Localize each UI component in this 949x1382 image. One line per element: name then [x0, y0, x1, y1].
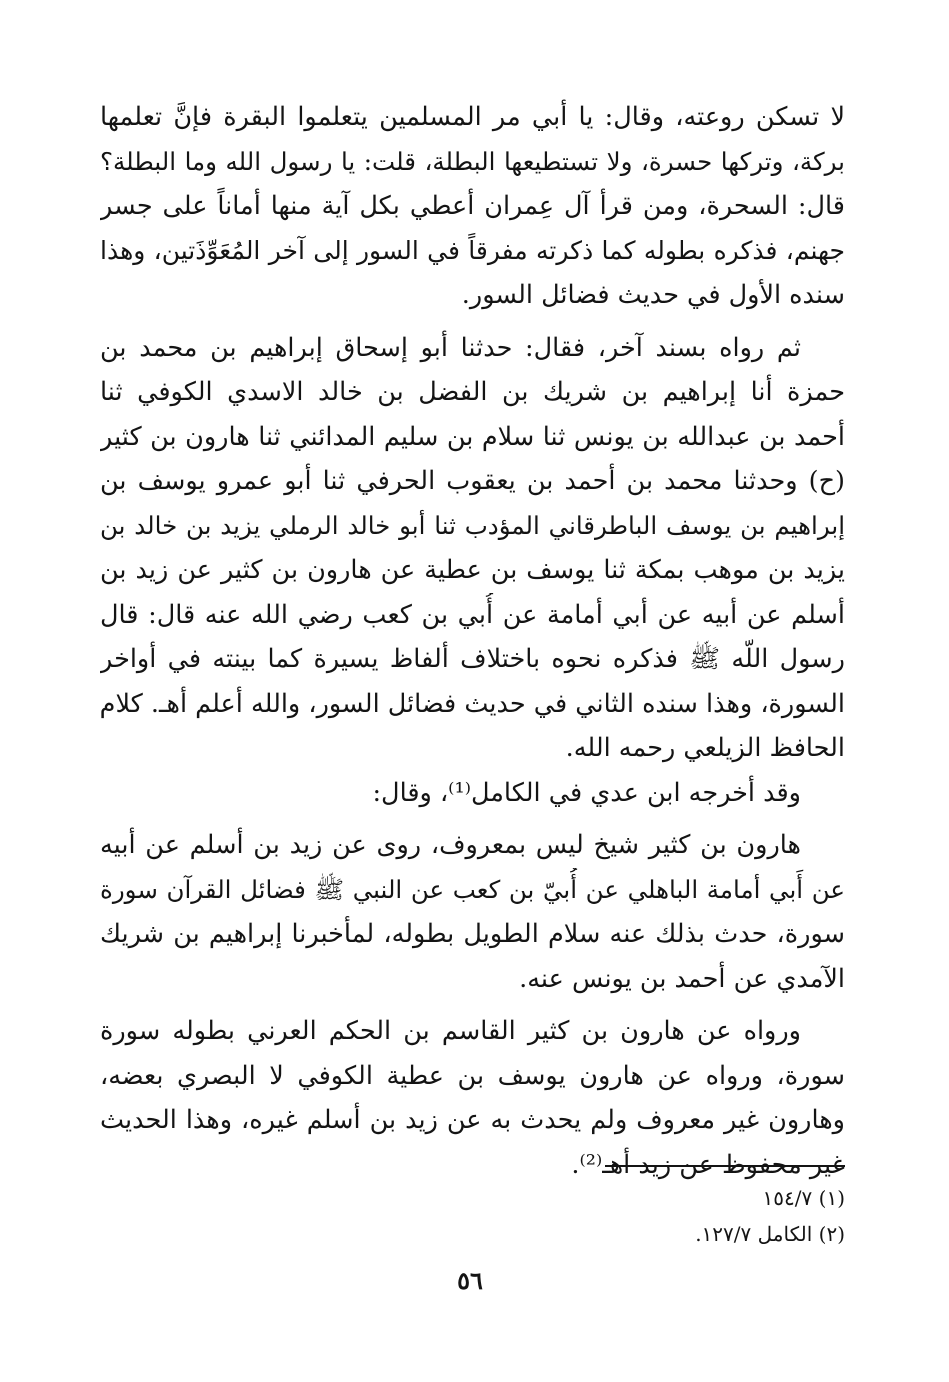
page-number: ٥٦ [457, 1266, 483, 1295]
paragraph-4 [100, 823, 845, 1001]
footnote-1: (١) ١٥٤/٧ [762, 1186, 845, 1210]
text-line: سورة، حدث بذلك عنه سلام الطويل بطوله، لمأخبرنا إبراهيم بن شريك [100, 919, 845, 949]
main-text [100, 95, 845, 1187]
footnote-divider [605, 1165, 845, 1167]
text-line: ورواه عن هارون بن كثير القاسم بن الحكم العرني بطوله سورة [100, 1016, 801, 1046]
text-line: حمزة أنا إبراهيم بن شريك بن الفضل بن خالد الاسدي الكوفي ثنا [100, 377, 845, 407]
text-line: بركة، وتركها حسرة، ولا تستطيعها البطلة، قلت: يا رسول الله وما البطلة؟ [100, 146, 845, 176]
text-line: الآمدي عن أحمد بن يونس عنه. [519, 963, 845, 994]
text-line: جهنم، فذكره بطوله كما ذكرته مفرقاً في السور إلى آخر المُعَوِّذَتين، وهذا [100, 235, 845, 265]
footnotes [500, 1180, 845, 1252]
text-line: أحمد بن عبدالله بن يونس ثنا سلام بن سليم المدائني ثنا هارون بن كثير [100, 421, 845, 452]
text-line: ثم رواه بسند آخر، فقال: حدثنا أبو إسحاق إبراهيم بن محمد بن [100, 332, 801, 363]
text-line: قال: السحرة، ومن قرأ آل عِمران أعطي بكل آية منها أماناً على جسر [100, 191, 845, 221]
text-line: يزيد بن موهب بمكة ثنا يوسف بن عطية عن هارون بن كثير عن زيد بن [100, 555, 845, 585]
text-line: لا تسكن روعته، وقال: يا أبي مر المسلمين يتعلموا البقرة فإنَّ تعلمها [100, 102, 845, 132]
paragraph-2 [100, 326, 845, 771]
text-line: إبراهيم بن يوسف الباطرقاني المؤدب ثنا أبو خالد الرملي يزيد بن خالد بن [100, 510, 845, 540]
text-line: رسول اللّه ﷺ فذكره نحوه باختلاف ألفاظ يسيرة كما بينته في أواخر [100, 644, 845, 674]
text-line: (ح) وحدثنا محمد بن أحمد بن يعقوب الحرفي ثنا أبو عمرو يوسف بن [100, 466, 845, 496]
text-line: سنده الأول في حديث فضائل السور. [461, 280, 845, 310]
text-line: الحافظ الزيلعي رحمه الله. [565, 733, 845, 763]
text-line: وقد أخرجه ابن عدي في الكامل⁽¹⁾، وقال: [372, 777, 801, 808]
text-line: سورة، ورواه عن هارون يوسف بن عطية الكوفي لا البصري بعضه، [100, 1060, 845, 1091]
text-line: أسلم عن أبيه عن أبي أمامة عن أُبي بن كعب رضي الله عنه قال: قال [100, 599, 845, 630]
footnote-2: (٢) الكامل ١٢٧/٧. [695, 1222, 845, 1246]
paragraph-5 [100, 1009, 845, 1187]
text-line: هارون بن كثير شيخ ليس بمعروف، روى عن زيد بن أسلم عن أبيه [100, 830, 801, 860]
text-line: السورة، وهذا سنده الثاني في حديث فضائل السور، والله أعلم أهـ. كلام [100, 688, 845, 719]
paragraph-1 [100, 95, 845, 318]
text-line: غير محفوظ عن زيد أهـ⁽²⁾. [571, 1149, 845, 1180]
text-line: عن أَبي أمامة الباهلي عن أُبيّ بن كعب عن النبي ﷺ فضائل القرآن سورة [100, 874, 845, 904]
text-line: وهارون غير معروف ولم يحدث به عن زيد بن أسلم غيره، وهذا الحديث [100, 1105, 845, 1135]
paragraph-3 [100, 771, 845, 816]
